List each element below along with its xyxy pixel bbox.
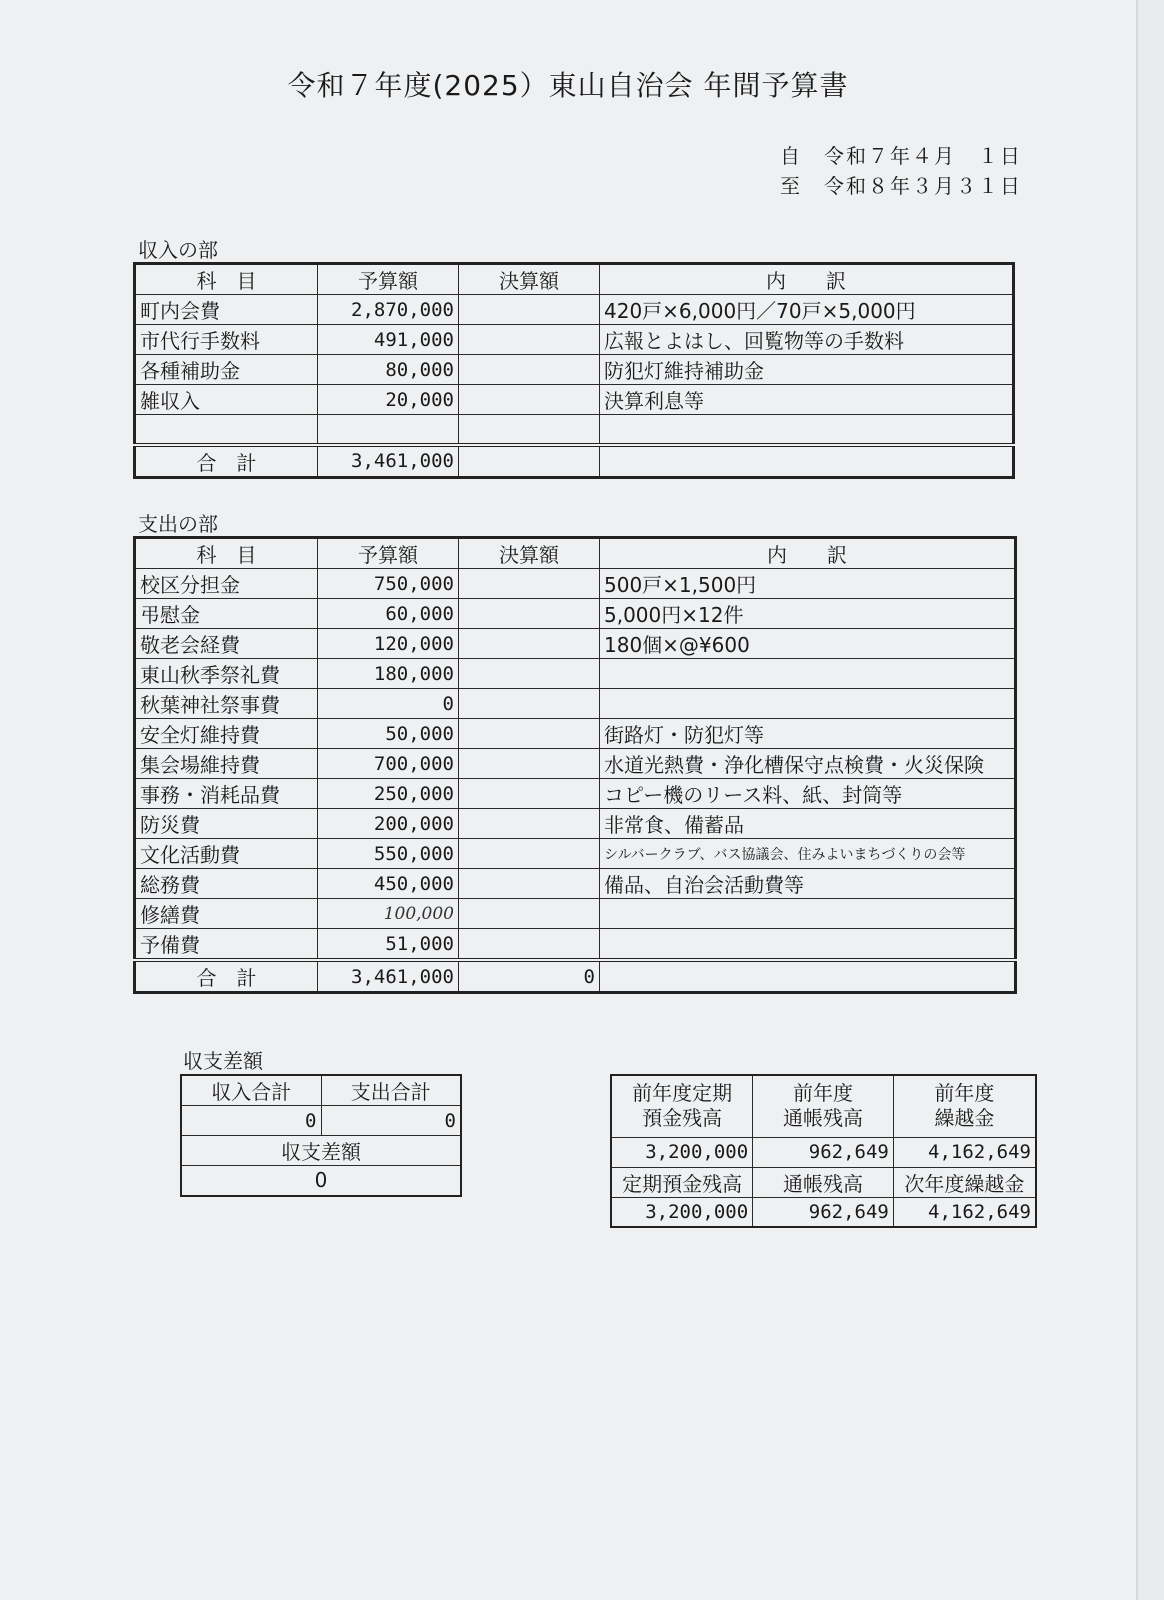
item-cell: 各種補助金 [135, 355, 318, 385]
actual-cell [459, 899, 600, 929]
balance-table [610, 1074, 1037, 1228]
difference-table [180, 1074, 462, 1197]
detail-cell: 防犯灯維持補助金 [600, 355, 1014, 385]
prev-passbook-value: 962,649 [753, 1137, 894, 1167]
detail-cell [600, 929, 1016, 961]
item-cell: 集会場維持費 [135, 749, 318, 779]
budget-cell: 120,000 [318, 629, 459, 659]
item-cell: 事務・消耗品費 [135, 779, 318, 809]
budget-cell: 491,000 [318, 325, 459, 355]
table-row [135, 355, 1014, 385]
item-cell: 弔慰金 [135, 599, 318, 629]
detail-cell: 決算利息等 [600, 385, 1014, 415]
total-detail-cell [600, 445, 1014, 478]
header-row [135, 264, 1014, 295]
column-header: 内 訳 [600, 264, 1014, 295]
total-actual-cell [459, 445, 600, 478]
budget-cell: 450,000 [318, 869, 459, 899]
detail-cell: 500戸×1,500円 [600, 569, 1016, 599]
income-total-label: 収入合計 [181, 1075, 321, 1106]
actual-cell [459, 839, 600, 869]
actual-cell [459, 325, 600, 355]
table-row [135, 869, 1016, 899]
item-cell: 市代行手数料 [135, 325, 318, 355]
item-cell: 予備費 [135, 929, 318, 961]
expense-section-label: 支出の部 [138, 512, 218, 536]
item-cell: 総務費 [135, 869, 318, 899]
detail-cell [600, 899, 1016, 929]
actual-cell [459, 599, 600, 629]
table-row [135, 779, 1016, 809]
table-row [135, 689, 1016, 719]
actual-cell [459, 355, 600, 385]
actual-cell [459, 719, 600, 749]
actual-cell [459, 749, 600, 779]
next-carryover-header: 次年度繰越金 [893, 1167, 1036, 1197]
budget-cell: 51,000 [318, 929, 459, 961]
column-header: 予算額 [318, 538, 459, 569]
item-cell: 修繕費 [135, 899, 318, 929]
item-cell: 校区分担金 [135, 569, 318, 599]
total-row [135, 445, 1014, 478]
actual-cell [459, 929, 600, 961]
item-cell: 安全灯維持費 [135, 719, 318, 749]
prev-fixed-deposit-header: 前年度定期 預金残高 [611, 1075, 753, 1137]
difference-section-label: 収支差額 [183, 1049, 263, 1073]
budget-cell: 180,000 [318, 659, 459, 689]
item-cell: 防災費 [135, 809, 318, 839]
detail-cell: 水道光熱費・浄化槽保守点検費・火災保険 [600, 749, 1016, 779]
document-title: 令和７年度(2025）東山自治会 年間予算書 [287, 69, 849, 102]
item-cell: 雑収入 [135, 385, 318, 415]
budget-cell: 20,000 [318, 385, 459, 415]
passbook-header: 通帳残高 [753, 1167, 894, 1197]
income-table [133, 262, 1015, 479]
prev-passbook-header: 前年度 通帳残高 [753, 1075, 894, 1137]
header-row [135, 538, 1016, 569]
budget-cell [318, 415, 459, 445]
budget-cell: 0 [318, 689, 459, 719]
actual-cell [459, 629, 600, 659]
budget-cell: 50,000 [318, 719, 459, 749]
budget-cell: 200,000 [318, 809, 459, 839]
expense-table [133, 536, 1017, 994]
item-cell: 文化活動費 [135, 839, 318, 869]
actual-cell [459, 869, 600, 899]
period-to: 至 令和８年３月３１日 [780, 174, 1022, 198]
budget-cell: 60,000 [318, 599, 459, 629]
column-header: 決算額 [459, 538, 600, 569]
total-actual-cell: 0 [459, 960, 600, 993]
expense-total-label: 支出合計 [321, 1075, 461, 1106]
passbook-value: 962,649 [753, 1197, 894, 1227]
detail-cell: 180個×@¥600 [600, 629, 1016, 659]
table-row [135, 415, 1014, 445]
budget-cell: 550,000 [318, 839, 459, 869]
total-detail-cell [600, 960, 1016, 993]
detail-cell [600, 659, 1016, 689]
budget-cell: 700,000 [318, 749, 459, 779]
detail-cell: シルバークラブ、バス協議会、住みよいまちづくりの会等 [600, 839, 1016, 869]
budget-cell: 80,000 [318, 355, 459, 385]
budget-cell: 100,000 [318, 899, 459, 929]
table-row [135, 629, 1016, 659]
next-carryover-value: 4,162,649 [893, 1197, 1036, 1227]
column-header: 決算額 [459, 264, 600, 295]
detail-cell: 420戸×6,000円／70戸×5,000円 [600, 295, 1014, 325]
detail-cell: 街路灯・防犯灯等 [600, 719, 1016, 749]
column-header: 科 目 [135, 538, 318, 569]
budget-cell: 2,870,000 [318, 295, 459, 325]
fixed-deposit-value: 3,200,000 [611, 1197, 753, 1227]
total-row [135, 960, 1016, 993]
period-from: 自 令和７年４月 １日 [780, 144, 1022, 168]
table-row [135, 569, 1016, 599]
actual-cell [459, 385, 600, 415]
detail-cell: 広報とよはし、回覧物等の手数料 [600, 325, 1014, 355]
table-row [135, 385, 1014, 415]
table-row [135, 325, 1014, 355]
detail-cell: 非常食、備蓄品 [600, 809, 1016, 839]
actual-cell [459, 809, 600, 839]
table-row [135, 659, 1016, 689]
table-row [135, 599, 1016, 629]
actual-cell [459, 569, 600, 599]
column-header: 予算額 [318, 264, 459, 295]
budget-cell: 250,000 [318, 779, 459, 809]
detail-cell: 備品、自治会活動費等 [600, 869, 1016, 899]
column-header: 科 目 [135, 264, 318, 295]
total-budget-cell: 3,461,000 [318, 445, 459, 478]
prev-carryover-header: 前年度 繰越金 [893, 1075, 1036, 1137]
detail-cell [600, 415, 1014, 445]
expense-total-value: 0 [321, 1106, 461, 1136]
prev-fixed-deposit-value: 3,200,000 [611, 1137, 753, 1167]
table-row [135, 719, 1016, 749]
fixed-deposit-header: 定期預金残高 [611, 1167, 753, 1197]
table-row [135, 749, 1016, 779]
difference-value: 0 [181, 1166, 461, 1196]
total-budget-cell: 3,461,000 [318, 960, 459, 993]
actual-cell [459, 659, 600, 689]
detail-cell: 5,000円×12件 [600, 599, 1016, 629]
actual-cell [459, 779, 600, 809]
budget-cell: 750,000 [318, 569, 459, 599]
detail-cell [600, 689, 1016, 719]
income-section-label: 収入の部 [138, 238, 218, 262]
total-item-cell: 合 計 [135, 960, 318, 993]
item-cell: 東山秋季祭礼費 [135, 659, 318, 689]
item-cell [135, 415, 318, 445]
item-cell: 秋葉神社祭事費 [135, 689, 318, 719]
column-header: 内 訳 [600, 538, 1016, 569]
income-total-value: 0 [181, 1106, 321, 1136]
prev-carryover-value: 4,162,649 [893, 1137, 1036, 1167]
actual-cell [459, 689, 600, 719]
actual-cell [459, 415, 600, 445]
table-row [135, 899, 1016, 929]
total-item-cell: 合 計 [135, 445, 318, 478]
table-row [135, 809, 1016, 839]
actual-cell [459, 295, 600, 325]
table-row [135, 839, 1016, 869]
difference-label: 収支差額 [181, 1136, 461, 1166]
item-cell: 敬老会経費 [135, 629, 318, 659]
item-cell: 町内会費 [135, 295, 318, 325]
detail-cell: コピー機のリース料、紙、封筒等 [600, 779, 1016, 809]
table-row [135, 929, 1016, 961]
table-row [135, 295, 1014, 325]
